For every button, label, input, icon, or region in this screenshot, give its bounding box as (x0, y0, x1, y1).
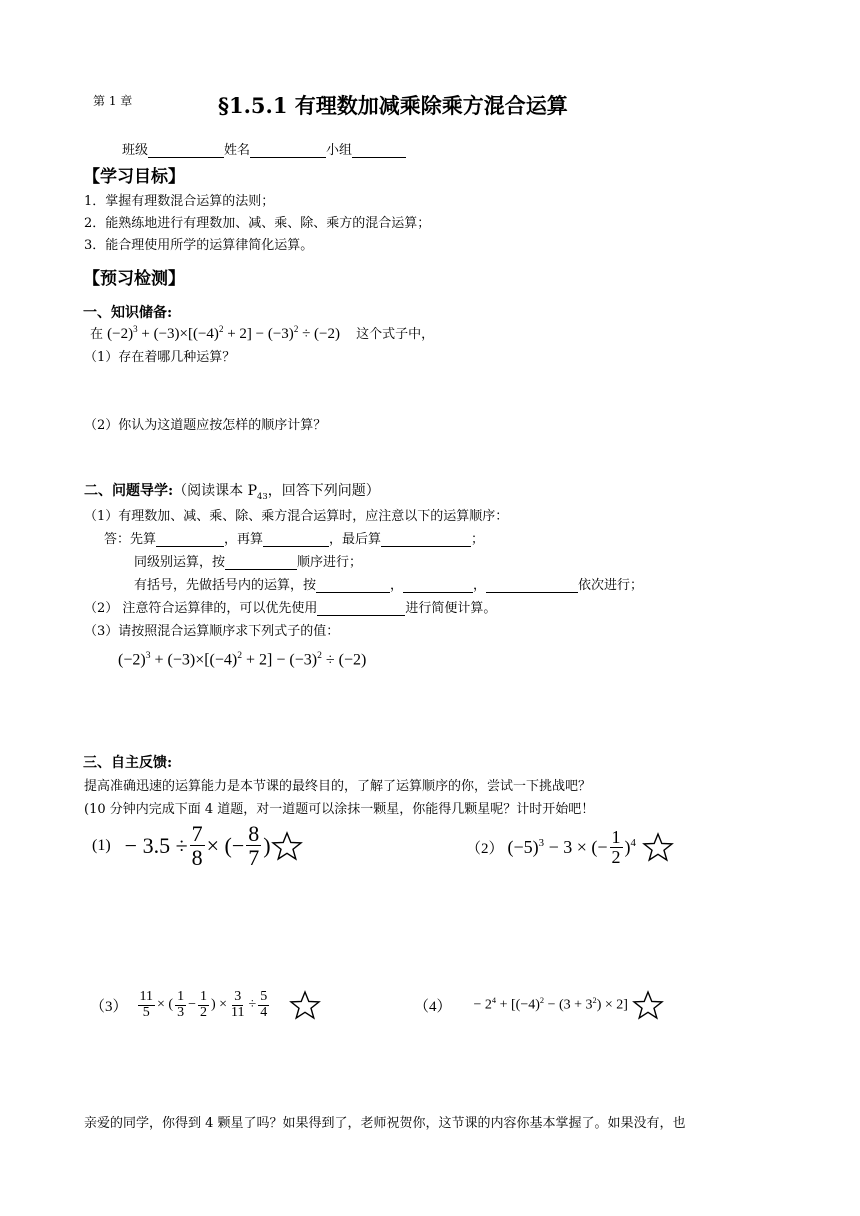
problem-1-label: (1) (92, 836, 111, 854)
feedback-heading: 三、自主反馈: (83, 755, 173, 771)
brackets-line (134, 574, 643, 593)
guidance-note-b: ，回答下列问题） (267, 483, 380, 499)
law-a: （2） 注意符合运算律的，可以优先使用 (84, 601, 318, 616)
knowledge-question-1: （1）存在着哪几种运算？ (84, 350, 236, 365)
problem-1: (1) − 3.5 ÷ $\frac{7}{8}$ × (− $\frac{8}{7}$ ) (92, 822, 303, 869)
brackets-a: 有括号，先做括号内的运算，按 (134, 578, 317, 593)
second-op-blank[interactable] (263, 533, 329, 547)
fraction-7-8: $\frac{7}{8}$ (191, 821, 203, 871)
fraction-8-7: $\frac{8}{7}$ (248, 821, 260, 871)
guidance-note-page: 43 (257, 490, 268, 501)
problem-4-label: （4） (414, 998, 452, 1015)
fraction-1-3: $\frac{1}{3}$ (177, 989, 185, 1020)
guidance-heading-line (84, 480, 380, 501)
feedback-line-2: (10 分钟内完成下面 4 道题，对一道题可以涂抹一颗星，你能得几颗星呢？计时开始吧！ (84, 802, 595, 817)
problem-4: （4） − $2^4 + [(-4)^2 - (3 + 3^2) \times 2]$ (414, 990, 664, 1020)
star-icon[interactable] (632, 990, 664, 1020)
preview-heading: 【预习检测】 (83, 269, 185, 289)
same-level-blank[interactable] (225, 556, 297, 570)
last-op-blank[interactable] (381, 533, 471, 547)
brackets-sep-1: ， (390, 578, 404, 593)
fraction-3-11: $\frac{3}{11}$ (231, 989, 245, 1020)
same-level-a: 同级别运算，按 (134, 555, 226, 570)
closing-text: 亲爱的同学，你得到 4 颗星了吗？如果得到了，老师祝贺你，这节课的内容你基本掌握了。如果没有，也 (84, 1116, 686, 1131)
order-answer-line (104, 528, 484, 547)
law-b: 进行简便计算。 (405, 601, 497, 616)
intro-suffix: 这个式子中， (356, 327, 435, 342)
problem-2-label: （2） (466, 840, 504, 857)
goal-item-2: 2．能熟练地进行有理数加、减、乘、除、乘方的混合运算； (84, 216, 431, 231)
guidance-heading: 二、问题导学: (84, 483, 174, 499)
knowledge-intro (90, 323, 434, 343)
law-line (84, 597, 496, 616)
name-blank[interactable] (250, 144, 326, 158)
feedback-line-1: 提高准确迅速的运算能力是本节课的最终目的，了解了运算顺序的你，尝试一下挑战吧？ (84, 779, 592, 794)
expression-display: $(-2)^3 + (-3)\times[(-4)^2 + 2] - (-3)^2 \div (-2)$ (118, 650, 367, 669)
intro-prefix: 在 (90, 327, 104, 342)
fraction-1-2: $\frac{1}{2}$ (611, 827, 621, 867)
group-label: 小组 (326, 143, 353, 158)
problem-2: （2） $(-5)^3 - 3$ × (− $\frac{1}{2}$ )$^4$ (466, 828, 674, 867)
page-title: §1.5.1 有理数加减乘除乘方混合运算 (218, 93, 568, 118)
problem-3-label: （3） (90, 998, 128, 1015)
knowledge-question-2: （2）你认为这道题应按怎样的顺序计算？ (84, 418, 327, 433)
star-icon[interactable] (289, 990, 321, 1020)
goal-item-3: 3．能合理使用所学的运算律简化运算。 (84, 238, 314, 253)
star-icon[interactable] (642, 832, 674, 862)
class-blank[interactable] (148, 144, 224, 158)
student-info-line (122, 139, 406, 158)
fraction-1-2b: $\frac{1}{2}$ (199, 989, 207, 1020)
goal-item-1: 1．掌握有理数混合运算的法则； (84, 194, 275, 209)
guidance-question-3: （3）请按照混合运算顺序求下列式子的值： (84, 624, 340, 639)
goals-heading: 【学习目标】 (83, 167, 185, 187)
answer-end: ； (471, 532, 485, 547)
same-level-line (134, 551, 362, 570)
name-label: 姓名 (224, 143, 251, 158)
brackets-sep-2: ， (473, 578, 487, 593)
guidance-note-a: （阅读课本 P (173, 483, 258, 499)
same-level-b: 顺序进行； (297, 555, 363, 570)
class-label: 班级 (122, 143, 149, 158)
bracket-blank-3[interactable] (486, 579, 578, 593)
expression-inline: $(-2)^3 + (-3)\times[(-4)^2 + 2] - (-3)^2 \div (-2)$ (107, 324, 340, 342)
star-icon[interactable] (271, 831, 303, 861)
first-op-blank[interactable] (156, 533, 224, 547)
answer-mid2: ，最后算 (329, 532, 382, 547)
law-blank[interactable] (317, 602, 405, 616)
knowledge-heading: 一、知识储备: (83, 305, 173, 321)
answer-mid1: ，再算 (224, 532, 264, 547)
chapter-label: 第 1 章 (93, 94, 133, 108)
brackets-end: 依次进行； (578, 578, 644, 593)
bracket-blank-1[interactable] (316, 579, 390, 593)
bracket-blank-2[interactable] (403, 579, 473, 593)
answer-prefix: 答：先算 (104, 532, 157, 547)
group-blank[interactable] (352, 144, 406, 158)
fraction-5-4: $\frac{5}{4}$ (260, 989, 268, 1020)
fraction-11-5: $\frac{11}{5}$ (139, 989, 153, 1020)
problem-3: （3） $\frac{11}{5}$ × ( $\frac{1}{3}$ − $\frac{1}{2}$ ) × $\frac{3}{11}$ ÷ $\frac{5}{4}$ (90, 990, 321, 1020)
guidance-question-1: （1）有理数加、减、乘、除、乘方混合运算时，应注意以下的运算顺序： (84, 509, 509, 524)
